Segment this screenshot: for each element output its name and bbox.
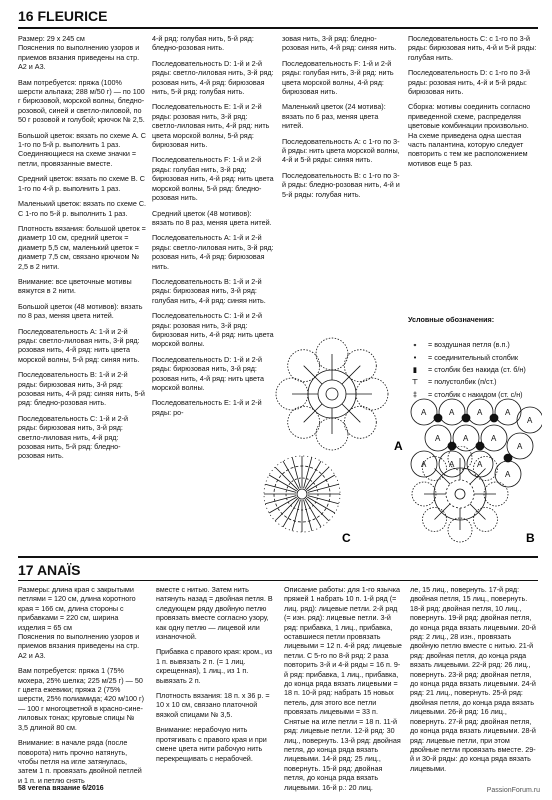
assembly-letter: A: [505, 408, 511, 417]
paragraph: Размер: 29 x 245 см Пояснения по выполнению узоров и приемов вязания приведены на стр. А2 и А3.: [18, 34, 140, 72]
legend-symbol-icon: ∘: [412, 340, 418, 350]
paragraph: Средний цветок: вязать по схеме В. С 1-го по 4-й р. выполнить 1 раз.: [18, 174, 145, 193]
paragraph: Сборка: мотивы соединить согласно приведенной схеме, распределяя цветовые комбинации произвольно. На схеме приведена одна шестая часть палантина, которую следует повторить с тем же расположением мотивов еще 5 раз.: [408, 102, 531, 168]
paragraph: Последовательность D: 1-й и 2-й ряды: светло-лиловая нить, 3-й ряд: розовая нить, 4-й ряд: бирюзовая нить, 5-й ряд: голубая нить.: [152, 58, 274, 97]
section-title: 16 FLEURICE: [18, 8, 108, 24]
legend-text: = столбик с накидом (ст. с/н): [428, 389, 523, 399]
legend-text: = полустолбик (п/ст.): [428, 377, 497, 387]
watermark: PassionForum.ru: [486, 787, 540, 794]
paragraph: Средний цветок (48 мотивов): вязать по 8 раз, меняя цвета нитей.: [152, 208, 272, 227]
paragraph: 4-й ряд: голубая нить, 5-й ряд: бледно-розовая нить.: [152, 34, 254, 53]
s17-column-1: [18, 585, 146, 791]
header-rule: [18, 27, 538, 29]
assembly-letter: A: [463, 434, 469, 443]
paragraph: Маленький цветок: вязать по схеме С. С 1-го по 5-й р. выполнить 1 раз.: [18, 199, 147, 218]
assembly-letter: A: [505, 470, 511, 479]
paragraph: Последовательность D: 1-й и 2-й ряды: бирюзовая нить, 3-й ряд: розовая нить, 4-й ряд: нить цвета морской волны.: [152, 354, 265, 392]
paragraph: Внимание: нерабочую нить протягивать с правого края и при смене цвета нити рабочую нить перекрещивать с нерабочей.: [156, 725, 267, 763]
legend-symbol-icon: ‡: [413, 389, 417, 399]
s16-column-3: [282, 34, 400, 205]
paragraph: Последовательность С: 1-й и 2-й ряды: розовая нить, 3-й ряд: бирюзовая нить, 4-й ряд: нить цвета морской волны.: [152, 311, 274, 349]
diagram-a: [262, 336, 412, 456]
legend-item: [408, 365, 540, 374]
legend: [408, 306, 540, 412]
paragraph: Последовательность E: 1-й и 2-й ряды: розовая нить, 3-й ряд: светло-лиловая нить, 4-й ряд: нить цвета морской волны, 5-й ряд: бирюзовая нить.: [152, 102, 270, 150]
assembly-letter: A: [421, 408, 427, 417]
assembly-letter: A: [527, 416, 533, 425]
small-motif-dot: [462, 414, 470, 422]
legend-text: = столбик без накида (ст. б/н): [428, 365, 526, 375]
s16-column-2: [152, 34, 274, 423]
assembly-letter: A: [517, 442, 523, 451]
legend-text: = соединительный столбик: [428, 352, 519, 362]
s17-column-4: [410, 585, 538, 779]
diagram-b: [400, 446, 542, 546]
legend-list: [408, 340, 540, 399]
paragraph: Маленький цветок (24 мотива): вязать по 6 раз, меняя цвета нитей.: [282, 102, 386, 131]
diagram-c: [260, 450, 356, 548]
paragraph: Внимание: все цветочные мотивы вяжутся в 2 нити.: [18, 276, 132, 296]
paragraph: Вам потребуется: пряжа 1 (75% мохера, 25% шелка; 225 м/25 г) — 50 г цвета ежевики; пряжа 2 (75% шерсти, 25% полиамида; 420 м/100 г) — 100 г многоцветной в красно-сине-лиловых тонах; круговые спицы № 3,5 длиной 80 см.: [18, 666, 145, 732]
header-subrule: [18, 580, 538, 581]
paragraph: Внимание: в начале ряда (после поворота) нить прочно натянуть, чтобы петля на игле затянулась, затем 1 п. провязать двойной петлей и 1 п. и петлю снять: [18, 738, 142, 785]
paragraph: Описание работы: для 1-го язычка пряжей 1 набрать 10 п. 1-й ряд (= лиц. ряд): лицевые петли. 2-й ряд (= изн. ряд): лицевые петли. 3-й ряд: прибавка, 1 лиц., прибавка, оставшиеся петли провязать лицевыми = 12 п. 4-й ряд: лицевые петли. С 5-го по 8-й ряд: 2 раза повторить 3-й и 4-й ряды = 16 п. 9-й ряд: прибавка, 1 лиц., прибавка, до конца ряда вязать лицевыми = 18 п. 10-й ряд: набрать 15 новых петель, для этого все петли провязать лицевыми = 33 п. Снятые на игле петли = 18 п. 11-й ряд: лицевые петли. 12-й ряд: 30 лиц., повернуть. 13-й ряд: двойная петля, до конца ряда вязать лицевыми. 14-й ряд: 25 лиц., повернуть. 15-й ряд: двойная петля, до конца ряда вязать лицевыми. 16-й р.: 20 лиц.: [284, 585, 402, 792]
paragraph: зовая нить, 3-й ряд: бледно-розовая нить, 4-й ряд: синяя нить.: [282, 34, 397, 53]
paragraph: Последовательность А: 1-й и 2-й ряды: светло-лиловая нить, 3-й ряд: розовая нить, 4-й ряд: нить цвета морской волны, 5-й ряд: синяя нить.: [18, 326, 140, 364]
paragraph: Последовательность А: с 1-го по 3-й ряды: нить цвета морской волны, 4-й и 5-й ряды: синяя нить.: [282, 136, 400, 165]
legend-item: [408, 353, 540, 362]
assembly-letter: A: [435, 434, 441, 443]
diagram-c-label: C: [342, 531, 351, 545]
paragraph: вместе с нитью. Затем нить натянуть назад = двойная петля. В следующем ряду двойную петлю провязать вместе согласно узору, как одну петлю — лицевой или изнаночной.: [156, 585, 273, 642]
s16-column-1: [18, 34, 146, 467]
paragraph: Последовательность В: 1-й и 2-й ряды: бирюзовая нить, 3-й ряд: розовая нить, 4-й ряд: синяя нить, 5-й ряд: бледно-розовая нить.: [18, 370, 145, 408]
legend-item: [408, 340, 540, 349]
paragraph: ле, 15 лиц., повернуть. 17-й ряд: двойная петля, 15 лиц., повернуть. 18-й ряд: двойная петля, 10 лиц., повернуть. 19-й ряд: двойная петля, до конца ряда вязать лицевыми. 20-й ряд: 2 лиц., 28 изн., провязать двойную петлю вместе с нитью. 21-й ряд: двойная петля, до конца ряда вязать лицевыми. 22-й ряд: 26 лиц., повернуть. 23-й ряд: двойная петля, до конца ряда вязать лицевыми. 24-й ряд: 21 лиц., повернуть. 25-й ряд: двойная петля, до конца ряда вязать лицевыми. 26-й ряд: 16 лиц., повернуть. 27-й ряд: двойная петля, до конца ряда вязать лицевыми. 28-й ряд: лицевые петли, при этом двойные петли провязать вместе. 29-й и 30-й ряды: до конца ряда вязать лицевыми.: [410, 585, 536, 773]
page-footer: 58 verena вязание 6/2016: [18, 785, 104, 792]
paragraph: Последовательность А: 1-й и 2-й ряды: светло-лиловая нить, 3-й ряд: розовая нить, 4-й ряд: бирюзовая нить.: [152, 233, 274, 271]
small-motif-dot: [490, 414, 498, 422]
legend-symbol-icon: •: [413, 352, 417, 362]
paragraph: Плотность вязания: большой цветок = диаметр 10 см, средний цветок = диаметр 5,5 см, маленький цветок = диаметр 7,5 см, связано крючком № 2,5 в 2 нити.: [18, 223, 146, 271]
paragraph: Последовательность F: 1-й и 2-й ряды: голубая нить, 3-й ряд: бирюзовая нить, 4-й ряд: нить цвета морской волны, 5-й ряд: бледно-розовая нить.: [152, 155, 274, 203]
diagram-b-label: B: [526, 531, 535, 545]
assembly-letter: A: [491, 434, 497, 443]
paragraph: Вам потребуется: пряжа (100% шерсти альпака; 288 м/50 г) — по 100 г бирюзовой, морской волны, бледно-розовой, синей и светло-лиловой, по 50 г розовой и голубой; крючок № 2,5.: [18, 77, 145, 125]
s17-column-3: [284, 585, 402, 798]
legend-title: Условные обозначения:: [408, 315, 495, 325]
paragraph: Последовательность В: с 1-го по 3-й ряды: бледно-розовая нить, 4-й и 5-й ряды: голубая нить.: [282, 170, 400, 199]
legend-symbol-icon: ⊤: [411, 377, 419, 387]
paragraph: Большой цветок: вязать по схеме А. С 1-го по 5-й р. выполнить 1 раз. Соединяющиеся на схеме значки = петли, провязанные вместе.: [18, 130, 146, 168]
paragraph: Последовательность F: 1-й и 2-й ряды: голубая нить, 3-й ряд: нить цвета морской волны, 4-й ряд: бирюзовая нить.: [282, 58, 394, 97]
diagram-a-label: A: [394, 439, 403, 453]
paragraph: Последовательность С: с 1-го по 3-й ряды: бирюзовая нить, 4-й и 5-й ряды: голубая нить.: [408, 34, 537, 62]
header-rule: [18, 556, 538, 558]
small-motif-dot: [434, 414, 442, 422]
assembly-letter: A: [449, 408, 455, 417]
paragraph: Последовательность С: 1-й и 2-й ряды: бирюзовая нить, 3-й ряд: светло-лиловая нить, 4-й ряд: розовая нить, 5-й ряд: бледно-розовая нить.: [18, 413, 129, 461]
stitch-stroke: [306, 467, 329, 490]
section-title: 17 ANAÏS: [18, 562, 81, 578]
paragraph: Последовательность В: 1-й и 2-й ряды: бирюзовая нить, 3-й ряд: голубая нить, 4-й ряд: синяя нить.: [152, 276, 266, 305]
assembly-letter: A: [477, 408, 483, 417]
s16-column-4: [408, 34, 538, 174]
paragraph: Большой цветок (48 мотивов): вязать по 8 раз, меняя цвета нитей.: [18, 301, 143, 321]
paragraph: Последовательность D: с 1-го по 3-й ряды: розовая нить, 4-й и 5-й ряды: бирюзовая нить.: [408, 68, 530, 97]
paragraph: Последовательность Е: 1-й и 2-й ряды: ро-: [152, 398, 262, 417]
legend-item: [408, 377, 540, 386]
paragraph: Прибавка с правого края: кром., из 1 п. вывязать 2 п. (= 1 лиц. скрещенная), 1 лиц., из 1 п. вывязать 2 п.: [156, 647, 273, 685]
paragraph: Плотность вязания: 18 п. x 36 р. = 10 x 10 см, связано платочной вязкой спицами № 3,5.: [156, 691, 270, 719]
assembly-letter: A: [421, 460, 427, 469]
assembly-letter: A: [449, 460, 455, 469]
legend-text: = воздушная петля (в.п.): [428, 340, 510, 350]
legend-symbol-icon: ▮: [413, 365, 417, 375]
paragraph: Размеры: длина края с закрытыми петлями = 120 см, длина коротного края = 166 см, длина стороны с прибавками = 220 см, ширина изделия = 65 см Пояснения по выполнению узоров и приемов вязания приведены на стр. А2 и А3.: [18, 585, 140, 660]
s17-column-2: [156, 585, 274, 769]
assembly-letter: A: [477, 460, 483, 469]
